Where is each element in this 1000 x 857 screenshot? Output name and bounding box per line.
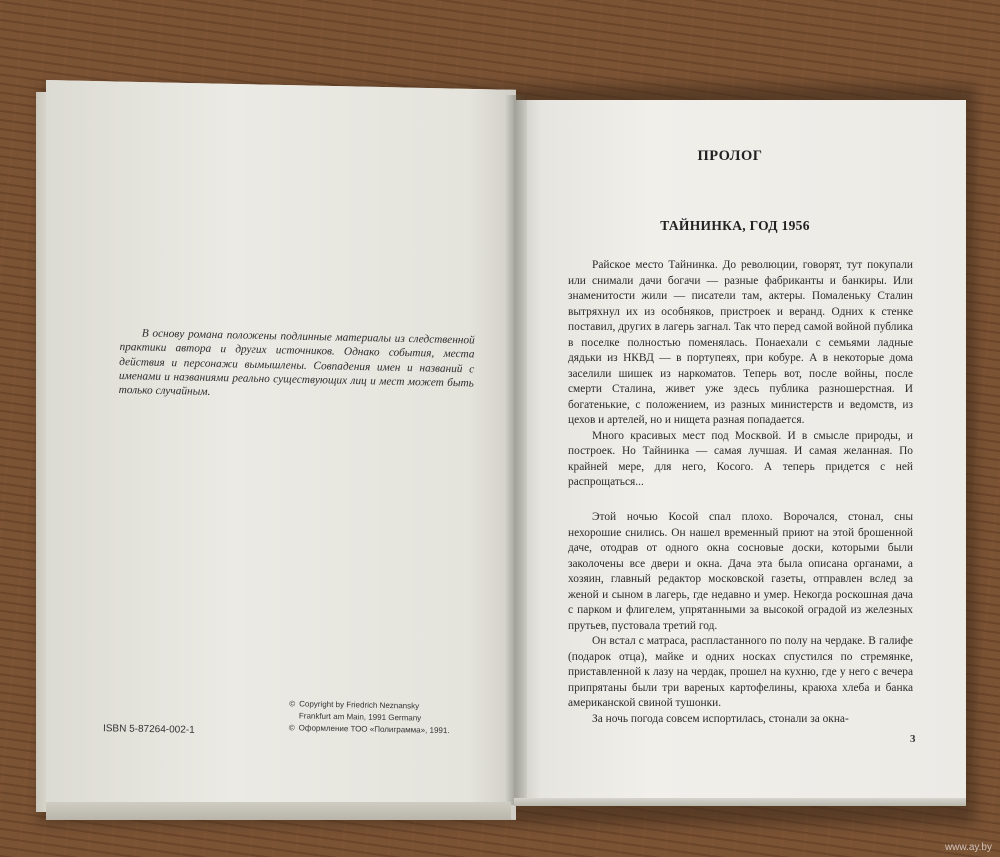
watermark: www.ay.by bbox=[944, 842, 992, 853]
section-two bbox=[568, 510, 913, 727]
copyright-block bbox=[289, 698, 490, 738]
paragraph: Много красивых мест под Москвой. И в смысле природы, и построек. Но Тайнинка — самая лучшая. И самая желанная. По крайней мере, для него, Косого. А теперь придется с ней распрощаться... bbox=[568, 429, 913, 488]
disclaimer-note: В основу романа положены подлинные материалы из следственной практики автора и других источников. Однако события, места действия и персонажи вымышлены. Совпадения имен и названий с именами и названиями реально существующих лиц и мест может быть только случайным. bbox=[118, 327, 475, 399]
copyright-line: © Copyright by Friedrich Neznansky bbox=[289, 699, 420, 711]
book-gutter bbox=[505, 95, 527, 805]
paragraph: Он встал с матраса, распластанного по полу на чердаке. В галифе (подарок отца), майке и одних носках спустился по стремянке, приставленной к лазу на чердак, прошел на кухню, где у него с вечера припрятаны были три вареных картофелины, краюха хлеба и банка американской свиной тушонки. bbox=[568, 635, 913, 709]
prologue-heading: ПРОЛОГ bbox=[697, 148, 763, 164]
paragraph: Райское место Тайнинка. До революции, говорят, тут покупали или снимали дачи богачи — разные фабриканты и банкиры. Или знаменитости жили — писатели там, актеры. Помаленьку Сталин вытряхнул их из особняков, пристроек и веранд. Одних к стенке поставил, других в лагерь загнал. Так что перед самой войной публика в поселке полностью поменялась. Понаехали с семьями ладные дядьки из НКВД — в портупеях, при кобуре. А в некоторые дома заселили шишек из наркоматов. Теперь вот, после войны, после смерти Сталина, живет уже здесь публика разношерстная. И богатенькие, с положением, из разных министерств и ведомств, из цехов и артелей, но и нищета разная попадается. bbox=[568, 259, 913, 426]
copyright-icon: © bbox=[289, 699, 296, 709]
page-number: 3 bbox=[910, 733, 916, 745]
section-one bbox=[568, 258, 913, 491]
paragraph: За ночь погода совсем испортилась, стонали за окна- bbox=[592, 712, 849, 725]
paragraph: Этой ночью Косой спал плохо. Ворочался, стонал, сны нехорошие снились. Он нашел временный приют на этой брошенной даче, отодрав от одного окна сосновые доски, которыми были заколочены все двери и окна. Дача эта была описана органами, а хозяин, главный редактор московской газеты, отправлен вслед за женой и сыном в лагерь, где недавно и умер. Некогда роскошная дача с парком и флигелем, упрятанными за высокой оградой из железных прутьев, пустовала третий год. bbox=[568, 511, 913, 632]
left-page-bottom-edge bbox=[46, 802, 511, 820]
isbn-number: ISBN 5-87264-002-1 bbox=[102, 723, 195, 736]
copyright-line: © Оформление ТОО «Полиграмма», 1991. bbox=[288, 723, 450, 736]
right-page-bottom-edge bbox=[514, 798, 966, 806]
copyright-icon: © bbox=[288, 723, 295, 733]
copyright-line: Frankfurt am Main, 1991 Germany bbox=[298, 711, 422, 723]
chapter-heading: ТАЙНИНКА, ГОД 1956 bbox=[660, 218, 810, 233]
